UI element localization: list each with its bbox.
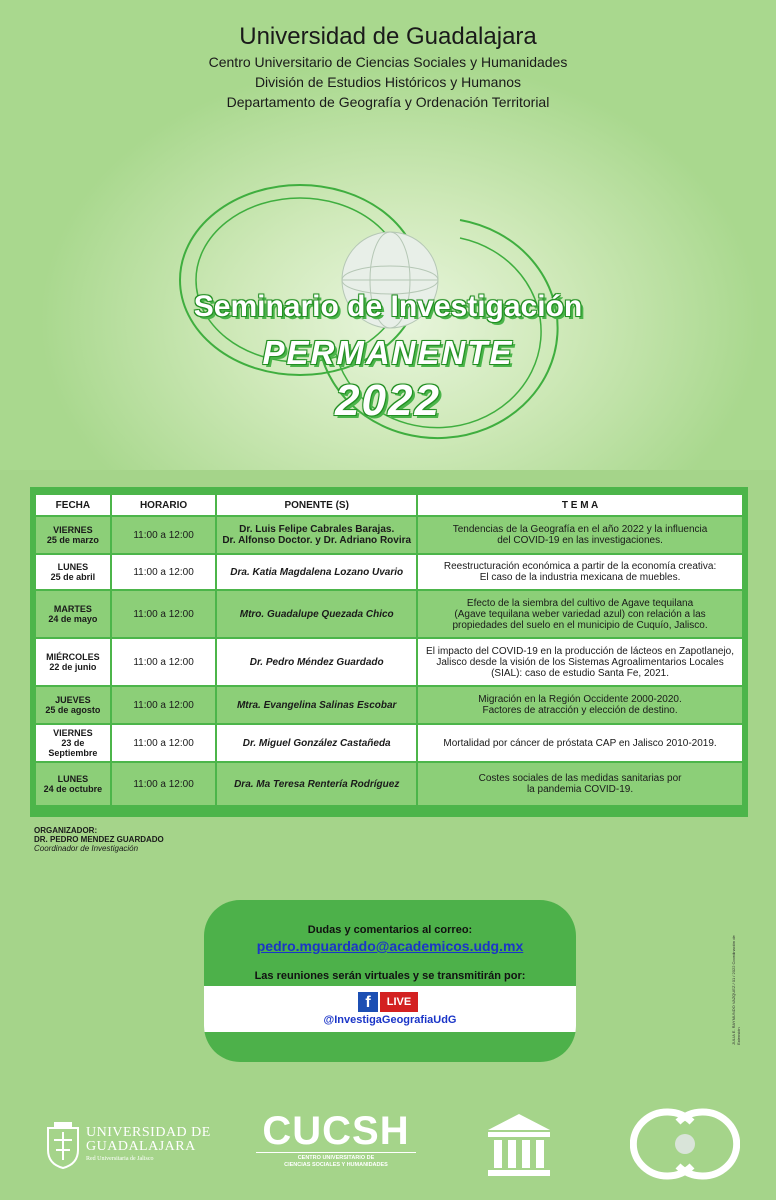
date-cell: MARTES 24 de mayo (35, 590, 111, 638)
date-cell: JUEVES 25 de agosto (35, 686, 111, 724)
time-cell: 11:00 a 12:00 (111, 724, 217, 762)
header-ponente: PONENTE (S) (216, 494, 417, 516)
cucsh-sub1: CENTRO UNIVERSITARIO DE (256, 1152, 416, 1162)
credit-text: JULIA E. RAYMUNDO VAZQUEZ / 01 / 2022 Coordinación de Extensión (731, 935, 741, 1045)
header-horario: HORARIO (111, 494, 217, 516)
design-credit (728, 930, 742, 1050)
speaker-cell: Mtro. Guadalupe Quezada Chico (216, 590, 417, 638)
date-cell: VIERNES 25 de marzo (35, 516, 111, 554)
department-name: Departamento de Geografía y Ordenación Territorial (226, 94, 550, 110)
schedule-table-frame (30, 487, 748, 817)
table-row (35, 590, 743, 638)
topic-cell: Costes sociales de las medidas sanitarias por la pandemia COVID-19. (417, 762, 743, 806)
facebook-handle-link[interactable]: @InvestigaGeografiaUdG (323, 1014, 457, 1026)
division-name: División de Estudios Históricos y Humanos (254, 74, 522, 90)
broadcast-note: Las reuniones serán virtuales y se transmitirán por: (254, 970, 526, 982)
organizer-label: ORGANIZADOR: (34, 826, 98, 835)
organizer-role: Coordinador de Investigación (34, 844, 139, 853)
seminar-subtitle: PERMANENTE (262, 334, 514, 371)
contact-box (204, 900, 576, 1062)
date-cell: VIERNES 23 de Septiembre (35, 724, 111, 762)
header (0, 22, 776, 112)
cucsh-sub2: CIENCIAS SOCIALES Y HUMANIDADES (284, 1162, 388, 1168)
speaker-cell: Dr. Luis Felipe Cabrales Barajas. Dr. Alfonso Doctor. y Dr. Adriano Rovira (216, 516, 417, 554)
social-band (204, 986, 576, 1032)
cucsh-logo (256, 1110, 416, 1169)
topic-cell: Migración en la Región Occidente 2000-2020. Factores de atracción y elección de destino. (417, 686, 743, 724)
speaker-cell: Dr. Pedro Méndez Guardado (216, 638, 417, 686)
organizer-block (34, 826, 164, 853)
live-badge: LIVE (380, 992, 418, 1012)
date-cell: LUNES 25 de abril (35, 554, 111, 590)
time-cell: 11:00 a 12:00 (111, 516, 217, 554)
date-cell: LUNES 24 de octubre (35, 762, 111, 806)
facebook-icon[interactable]: f (358, 992, 378, 1012)
header-fecha: FECHA (35, 494, 111, 516)
geography-go-logo (630, 1104, 740, 1184)
table-row (35, 762, 743, 806)
table-row (35, 686, 743, 724)
center-name: Centro Universitario de Ciencias Sociales y Humanidades (208, 54, 568, 70)
table-row (35, 516, 743, 554)
topic-cell: Reestructuración económica a partir de la economía creativa: El caso de la industria mexicana de muebles. (417, 554, 743, 590)
speaker-cell: Dra. Katia Magdalena Lozano Uvario (216, 554, 417, 590)
topic-cell: Tendencias de la Geografía en el año 2022 y la influencia del COVID-19 en las investigaciones. (417, 516, 743, 554)
topic-cell: Efecto de la siembra del cultivo de Agave tequilana (Agave tequilana weber variedad azul) con relación a las propiedades del suelo en el municipio de Cuquío, Jalisco. (417, 590, 743, 638)
udg-shield-logo (44, 1120, 82, 1170)
seminar-year: 2022 (335, 376, 441, 425)
time-cell: 11:00 a 12:00 (111, 554, 217, 590)
topic-cell: El impacto del COVID-19 en la producción de lácteos en Zapotlanejo, Jalisco desde la visión de los Sistemas Agroalimentarios Locales (SIAL): caso de estudio Santa Fe, 2021. (417, 638, 743, 686)
table-row (35, 724, 743, 762)
organizer-name: DR. PEDRO MENDEZ GUARDADO (34, 835, 164, 844)
time-cell: 11:00 a 12:00 (111, 638, 217, 686)
date-cell: MIÉRCOLES 22 de junio (35, 638, 111, 686)
table-row (35, 554, 743, 590)
header-tema: T E M A (417, 494, 743, 516)
university-name: Universidad de Guadalajara (239, 23, 537, 50)
speaker-cell: Mtra. Evangelina Salinas Escobar (216, 686, 417, 724)
contact-prompt: Dudas y comentarios al correo: (307, 924, 473, 936)
speaker-cell: Dr. Miguel González Castañeda (216, 724, 417, 762)
seminar-title: Seminario de Investigación (193, 290, 583, 323)
time-cell: 11:00 a 12:00 (111, 762, 217, 806)
topic-cell: Mortalidad por cáncer de próstata CAP en Jalisco 2010-2019. (417, 724, 743, 762)
columns-building-icon (484, 1110, 554, 1180)
schedule-table (34, 493, 744, 807)
contact-email-link[interactable]: pedro.mguardado@academicos.udg.mx (256, 938, 524, 954)
udg-line1: UNIVERSIDAD DE (86, 1125, 211, 1140)
time-cell: 11:00 a 12:00 (111, 686, 217, 724)
speaker-cell: Dra. Ma Teresa Rentería Rodríguez (216, 762, 417, 806)
udg-line2: GUADALAJARA (86, 1139, 196, 1154)
time-cell: 11:00 a 12:00 (111, 590, 217, 638)
udg-line3: Red Universitaria de Jalisco (86, 1156, 154, 1162)
table-row (35, 638, 743, 686)
udg-wordmark (86, 1126, 211, 1162)
cucsh-wordmark: CUCSH (262, 1109, 410, 1153)
